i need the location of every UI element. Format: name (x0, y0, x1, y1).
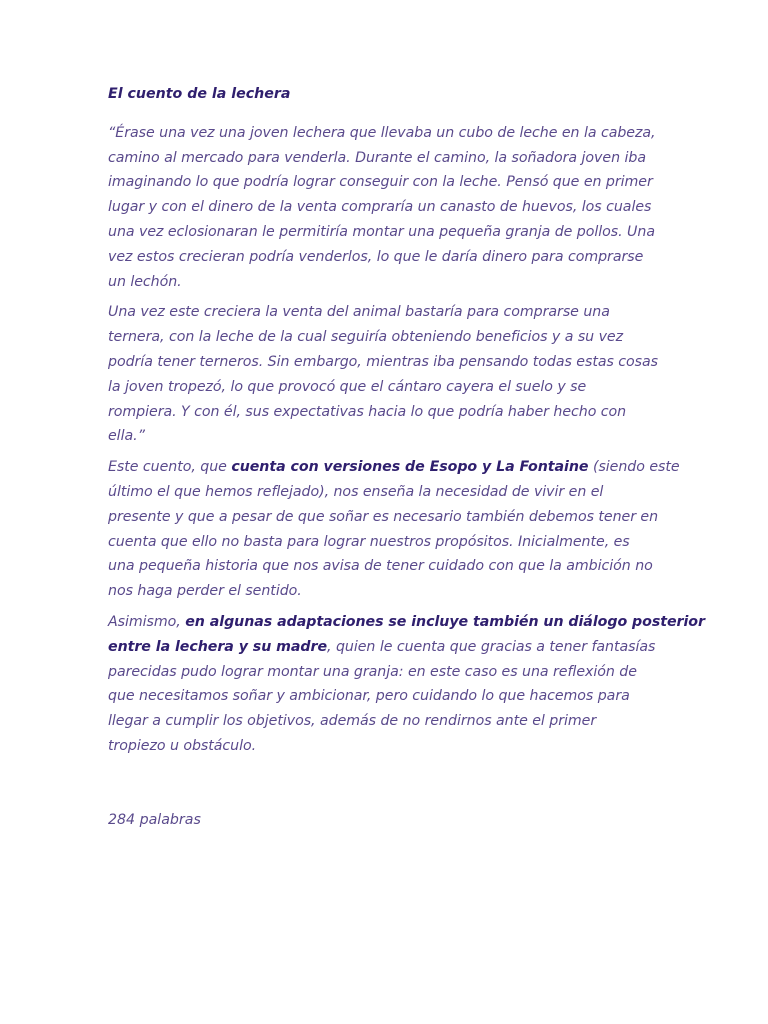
text-segment: (siendo este (588, 459, 680, 476)
text-segment: ella.” (108, 428, 145, 445)
text-line (108, 400, 668, 425)
text-line (108, 121, 668, 146)
text-line (108, 684, 668, 709)
text-line (108, 610, 705, 635)
text-segment: que necesitamos soñar y ambicionar, pero cuidando lo que hacemos para (108, 688, 630, 705)
text-line (108, 220, 668, 245)
text-segment: camino al mercado para venderla. Durante el camino, la soñadora joven iba (108, 149, 646, 166)
text-line (108, 300, 668, 325)
text-segment: rompiera. Y con él, sus expectativas hacia lo que podría haber hecho con (108, 403, 627, 420)
text-segment: llegar a cumplir los objetivos, además de no rendirnos ante el primer (108, 713, 597, 730)
text-line (108, 554, 668, 579)
document-body (108, 82, 705, 765)
text-line (108, 350, 668, 375)
emphasized-text: en algunas adaptaciones se incluye también un diálogo posterior (185, 613, 705, 630)
text-segment: una pequeña historia que nos avisa de tener cuidado con que la ambición no (108, 558, 653, 575)
document-title: El cuento de la lechera (108, 86, 291, 102)
text-line (108, 660, 668, 685)
text-line (108, 424, 668, 449)
paragraph (108, 610, 705, 759)
text-segment: “Érase una vez una joven lechera que llevaba un cubo de leche en la cabeza, (108, 124, 656, 141)
text-line (108, 579, 668, 604)
text-line (108, 170, 668, 195)
paragraphs-container (108, 121, 705, 759)
text-segment: una vez eclosionaran le permitiría montar una pequeña granja de pollos. Una (108, 223, 655, 240)
text-line (108, 270, 668, 295)
text-segment: tropiezo u obstáculo. (108, 737, 257, 754)
text-line (108, 480, 668, 505)
text-segment: un lechón. (108, 273, 182, 290)
text-line (108, 505, 668, 530)
text-segment: último el que hemos reflejado), nos enseña la necesidad de vivir en el (108, 483, 604, 500)
text-line (108, 530, 668, 555)
text-line (108, 709, 668, 734)
text-line (108, 455, 680, 480)
emphasized-text: entre la lechera y su madre (108, 638, 328, 655)
paragraph (108, 455, 680, 604)
text-line (108, 245, 668, 270)
text-segment: la joven tropezó, lo que provocó que el cántaro cayera el suelo y se (108, 378, 587, 395)
paragraph (108, 121, 668, 295)
text-segment: Una vez este creciera la venta del animal bastaría para comprarse una (108, 304, 610, 321)
emphasized-text: cuenta con versiones de Esopo y La Fontaine (231, 459, 589, 476)
text-line (108, 635, 668, 660)
text-line (108, 195, 668, 220)
text-segment: parecidas pudo lograr montar una granja: en este caso es una reflexión de (108, 663, 637, 680)
word-count: 284 palabras (108, 812, 201, 828)
text-segment: presente y que a pesar de que soñar es necesario también debemos tener en (108, 508, 659, 525)
text-segment: ternera, con la leche de la cual seguiría obteniendo beneficios y a su vez (108, 329, 624, 346)
text-segment: Asimismo, (108, 613, 186, 630)
text-segment: imaginando lo que podría lograr conseguir con la leche. Pensó que en primer (108, 174, 653, 191)
text-segment: vez estos crecieran podría venderlos, lo que le daría dinero para comprarse (108, 248, 644, 265)
text-segment: cuenta que ello no basta para lograr nuestros propósitos. Inicialmente, es (108, 533, 630, 550)
text-segment: podría tener terneros. Sin embargo, mientras iba pensando todas estas cosas (108, 353, 658, 370)
text-line (108, 375, 668, 400)
text-segment: , quien le cuenta que gracias a tener fantasías (327, 638, 656, 655)
text-line (108, 734, 668, 759)
text-segment: Este cuento, que (108, 459, 232, 476)
text-segment: nos haga perder el sentido. (108, 583, 302, 600)
paragraph (108, 300, 668, 449)
text-line (108, 146, 668, 171)
text-line (108, 325, 668, 350)
text-segment: lugar y con el dinero de la venta compraría un canasto de huevos, los cuales (108, 199, 652, 216)
